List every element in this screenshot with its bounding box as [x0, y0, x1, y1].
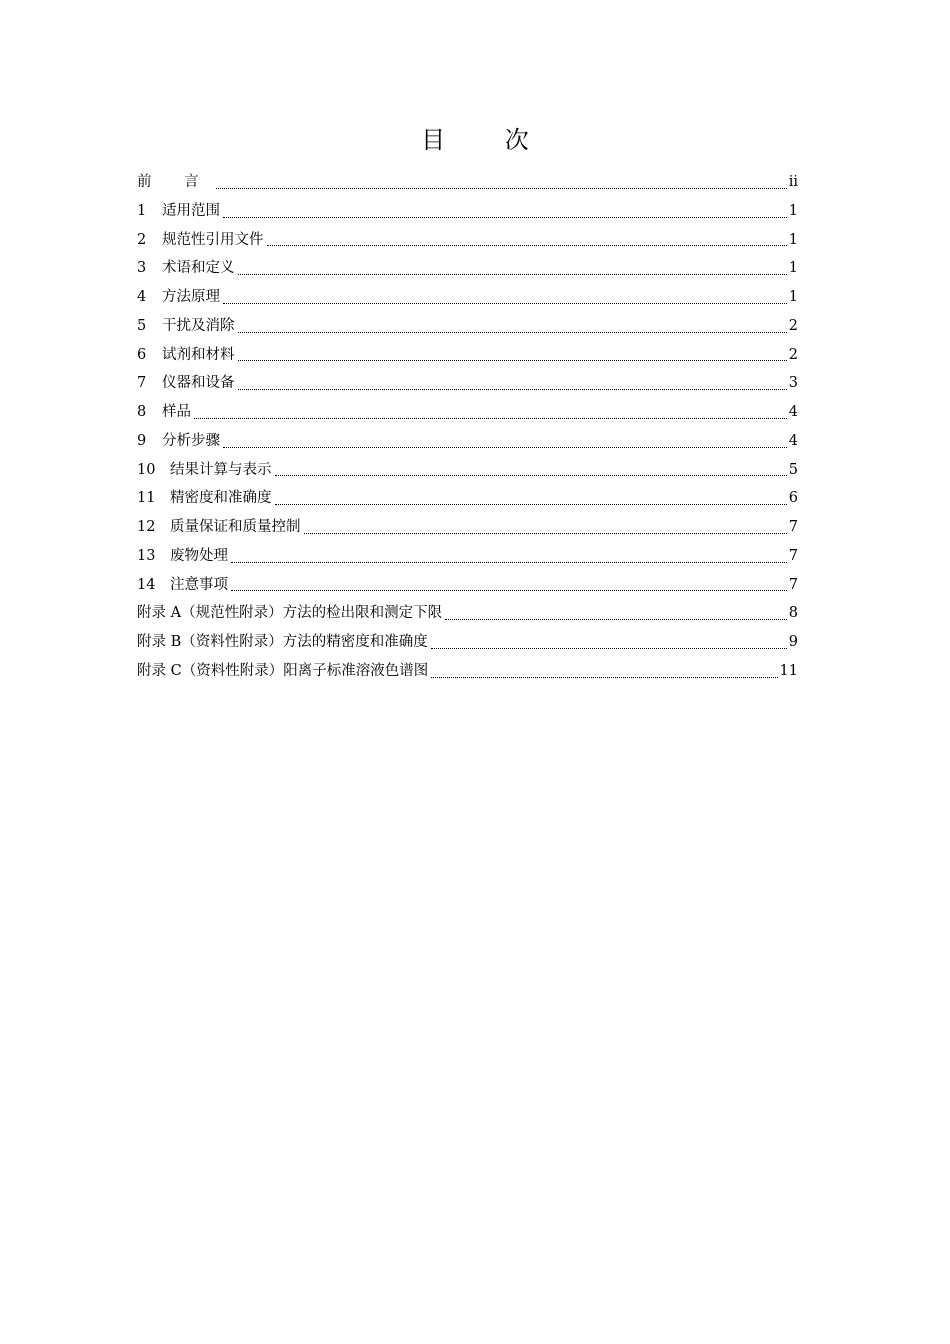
- toc-entry-appendix-b[interactable]: [137, 628, 798, 657]
- toc-entry-page: 8: [788, 605, 798, 622]
- toc-leader: [238, 332, 787, 333]
- toc-entry-page: 1: [788, 231, 798, 248]
- toc-entry-8[interactable]: [137, 398, 798, 427]
- toc-entry-number: 8: [137, 404, 147, 420]
- toc-entry-label: 质量保证和质量控制: [170, 519, 301, 535]
- toc-entry-4[interactable]: [137, 283, 798, 312]
- toc-entry-number: 3: [137, 260, 147, 277]
- toc-entry-label: 试剂和材料: [162, 346, 235, 363]
- toc-entry-label: 规范性引用文件: [162, 231, 264, 248]
- toc-entry-number: 2: [137, 231, 147, 248]
- toc-entry-label: 附录 B（资料性附录）方法的精密度和准确度: [137, 634, 428, 650]
- toc-entry-label: 废物处理: [170, 547, 228, 564]
- toc-leader: [238, 389, 787, 390]
- toc-leader: [304, 533, 787, 534]
- toc-entry-label: 术语和定义: [162, 260, 235, 277]
- toc-list: [137, 168, 798, 686]
- toc-leader: [275, 504, 787, 505]
- toc-leader: [216, 188, 787, 189]
- toc-entry-10[interactable]: [137, 456, 798, 485]
- toc-entry-number: 1: [137, 202, 147, 219]
- toc-entry-13[interactable]: [137, 542, 798, 571]
- toc-entry-number: 12: [137, 519, 156, 535]
- toc-entry-preface[interactable]: [137, 168, 798, 197]
- toc-entry-11[interactable]: [137, 484, 798, 513]
- toc-entry-label: 精密度和准确度: [170, 490, 272, 507]
- toc-entry-number: 6: [137, 346, 147, 363]
- toc-entry-label: 附录 A（规范性附录）方法的检出限和测定下限: [137, 605, 443, 622]
- toc-leader: [238, 274, 787, 275]
- toc-entry-2[interactable]: [137, 226, 798, 255]
- toc-entry-page: 2: [788, 317, 798, 334]
- toc-entry-page: 3: [788, 375, 798, 392]
- toc-entry-page: 1: [788, 202, 798, 219]
- toc-entry-6[interactable]: [137, 341, 798, 370]
- toc-entry-12[interactable]: [137, 513, 798, 542]
- toc-entry-label: 结果计算与表示: [170, 461, 272, 478]
- toc-leader: [267, 245, 787, 246]
- toc-entry-page: 4: [788, 432, 798, 449]
- toc-leader: [238, 360, 787, 361]
- toc-entry-page: ii: [788, 174, 798, 190]
- toc-entry-page: 1: [788, 260, 798, 277]
- toc-entry-page: 7: [788, 519, 798, 535]
- toc-entry-page: 6: [788, 490, 798, 507]
- toc-entry-page: 1: [788, 289, 798, 305]
- toc-entry-label: 方法原理: [162, 289, 220, 305]
- toc-entry-label: 适用范围: [162, 202, 220, 219]
- toc-leader: [231, 590, 787, 591]
- toc-entry-number: 4: [137, 289, 147, 305]
- toc-entry-label: 样品: [162, 404, 191, 420]
- toc-entry-number: 10: [137, 461, 156, 478]
- toc-entry-14[interactable]: [137, 571, 798, 600]
- toc-entry-number: 13: [137, 547, 156, 564]
- toc-entry-5[interactable]: [137, 312, 798, 341]
- toc-entry-number: 9: [137, 432, 147, 449]
- toc-leader: [431, 648, 787, 649]
- toc-entry-number: 11: [137, 490, 156, 507]
- toc-leader: [194, 418, 787, 419]
- toc-entry-page: 7: [788, 547, 798, 564]
- toc-entry-label: 分析步骤: [162, 432, 220, 449]
- toc-leader: [275, 475, 787, 476]
- toc-entry-7[interactable]: [137, 369, 798, 398]
- toc-leader: [231, 562, 787, 563]
- toc-leader: [431, 677, 777, 678]
- toc-entry-page: 9: [788, 634, 798, 650]
- toc-entry-page: 4: [788, 404, 798, 420]
- toc-entry-label: 仪器和设备: [162, 375, 235, 392]
- toc-title: 目 次: [421, 126, 555, 154]
- toc-entry-number: 5: [137, 317, 147, 334]
- toc-entry-3[interactable]: [137, 254, 798, 283]
- toc-entry-label: 干扰及消除: [162, 317, 235, 334]
- toc-entry-9[interactable]: [137, 427, 798, 456]
- toc-entry-label: 注意事项: [170, 576, 228, 593]
- toc-entry-label: 附录 C（资料性附录）阳离子标准溶液色谱图: [137, 662, 429, 679]
- toc-leader: [445, 619, 787, 620]
- toc-entry-label: 前 言: [137, 174, 213, 190]
- toc-entry-page: 5: [788, 461, 798, 478]
- toc-entry-appendix-a[interactable]: [137, 599, 798, 628]
- toc-leader: [223, 217, 787, 218]
- toc-entry-page: 2: [788, 346, 798, 363]
- toc-entry-number: 7: [137, 375, 147, 392]
- toc-entry-1[interactable]: [137, 197, 798, 226]
- toc-entry-page: 7: [788, 576, 798, 593]
- toc-entry-page: 11: [779, 662, 798, 679]
- toc-entry-appendix-c[interactable]: [137, 657, 798, 686]
- toc-leader: [223, 303, 787, 304]
- toc-entry-number: 14: [137, 576, 156, 593]
- toc-leader: [223, 447, 787, 448]
